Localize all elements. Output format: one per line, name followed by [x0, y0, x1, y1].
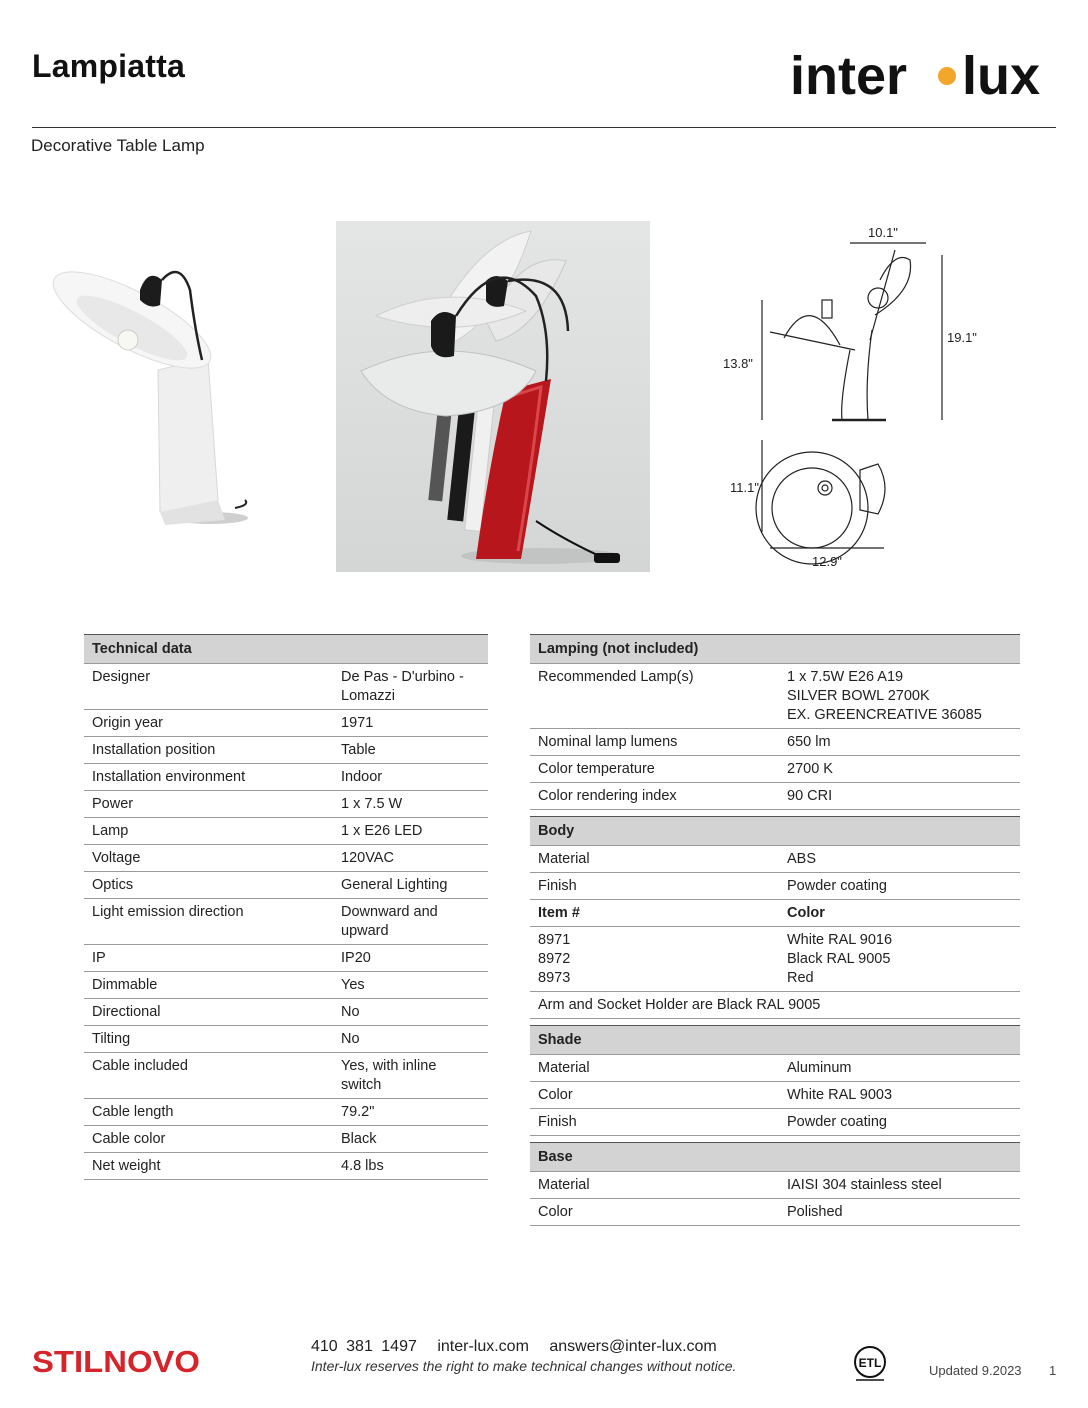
table-row	[530, 1199, 1020, 1226]
row-key: Directional	[84, 999, 333, 1026]
table-row	[84, 845, 488, 872]
row-value: Indoor	[333, 764, 488, 791]
item-number: 8971	[538, 932, 571, 948]
page-number: 1	[1049, 1363, 1057, 1378]
item-number: 8973	[538, 970, 571, 986]
row-value: Powder coating	[779, 873, 1020, 900]
dimension-drawing	[700, 220, 1000, 580]
row-key: Color	[530, 1199, 779, 1226]
logo-dot	[938, 67, 956, 85]
table-row	[530, 1082, 1020, 1109]
row-key: IP	[84, 945, 333, 972]
cert-text: ETL	[858, 1356, 882, 1370]
table-row	[84, 664, 488, 710]
row-value: Table	[333, 737, 488, 764]
row-key: Cable color	[84, 1126, 333, 1153]
row-key: Material	[530, 846, 779, 873]
table-header	[84, 635, 488, 664]
table-row	[84, 972, 488, 999]
etl-certification-icon	[848, 1344, 892, 1384]
email-link[interactable]: answers@inter-lux.com	[549, 1338, 717, 1355]
row-key: Nominal lamp lumens	[530, 729, 779, 756]
technical-data-table	[84, 634, 488, 1180]
item-numbers	[530, 927, 779, 992]
logo-text-left: inter	[790, 46, 908, 106]
table-row	[84, 945, 488, 972]
table-row	[530, 1055, 1020, 1082]
interlux-logo	[790, 40, 1056, 106]
table-row	[530, 927, 1020, 992]
color-column-header: Color	[779, 900, 1020, 927]
row-value: 1971	[333, 710, 488, 737]
table-row	[530, 1172, 1020, 1199]
table-row	[84, 710, 488, 737]
product-photo-lamp-lineup	[336, 221, 650, 572]
dim-width-top: 10.1"	[868, 225, 898, 240]
row-value: 79.2"	[333, 1099, 488, 1126]
row-key: Color temperature	[530, 756, 779, 783]
row-key: Light emission direction	[84, 899, 333, 945]
dim-height-left: 13.8"	[723, 356, 753, 371]
row-value: Yes	[333, 972, 488, 999]
row-key: Installation environment	[84, 764, 333, 791]
row-key: Installation position	[84, 737, 333, 764]
rec-lamp-line: SILVER BOWL 2700K	[787, 688, 930, 704]
item-colors	[779, 927, 1020, 992]
lamping-body-table	[530, 634, 1020, 1226]
row-key: Origin year	[84, 710, 333, 737]
row-value: 4.8 lbs	[333, 1153, 488, 1180]
table-header	[530, 635, 1020, 664]
dim-base-width: 12.9"	[812, 554, 842, 569]
body-note: Arm and Socket Holder are Black RAL 9005	[530, 992, 1020, 1019]
technical-data-heading: Technical data	[84, 635, 488, 664]
item-color: White RAL 9016	[787, 932, 893, 948]
contact-line	[311, 1338, 729, 1356]
row-value: ABS	[779, 846, 1020, 873]
table-row	[530, 729, 1020, 756]
row-key: Material	[530, 1055, 779, 1082]
row-value: Black	[333, 1126, 488, 1153]
dim-base-depth: 11.1"	[730, 480, 759, 495]
row-key: Optics	[84, 872, 333, 899]
row-key: Voltage	[84, 845, 333, 872]
row-value: Aluminum	[779, 1055, 1020, 1082]
rec-lamp-line: 1 x 7.5W E26 A19	[787, 669, 904, 685]
table-row	[530, 783, 1020, 810]
row-key: Net weight	[84, 1153, 333, 1180]
table-row	[84, 818, 488, 845]
row-key: Recommended Lamp(s)	[530, 664, 779, 729]
base-heading: Base	[530, 1143, 1020, 1172]
stilnovo-logo	[32, 1340, 204, 1380]
table-row	[530, 756, 1020, 783]
item-number: 8972	[538, 951, 571, 967]
row-key: Dimmable	[84, 972, 333, 999]
row-value: IP20	[333, 945, 488, 972]
row-key: Color rendering index	[530, 783, 779, 810]
table-row	[530, 873, 1020, 900]
row-value: General Lighting	[333, 872, 488, 899]
row-value: 1 x 7.5 W	[333, 791, 488, 818]
row-key: Lamp	[84, 818, 333, 845]
table-row	[84, 764, 488, 791]
row-value: 2700 K	[779, 756, 1020, 783]
table-row	[84, 872, 488, 899]
product-subtitle: Decorative Table Lamp	[31, 136, 205, 155]
row-key: Cable included	[84, 1053, 333, 1099]
row-value: White RAL 9003	[779, 1082, 1020, 1109]
row-key: Finish	[530, 1109, 779, 1136]
row-value: 650 lm	[779, 729, 1020, 756]
table-row	[84, 1026, 488, 1053]
rec-lamp-line: EX. GREENCREATIVE 36085	[787, 707, 982, 723]
dim-height-right: 19.1"	[947, 330, 977, 345]
row-key: Finish	[530, 873, 779, 900]
updated-date: Updated 9.2023	[929, 1363, 1022, 1378]
row-value: 90 CRI	[779, 783, 1020, 810]
table-row	[530, 1109, 1020, 1136]
logo-text-right: lux	[962, 46, 1041, 106]
row-value: Polished	[779, 1199, 1020, 1226]
row-key: Designer	[84, 664, 333, 710]
row-value: Powder coating	[779, 1109, 1020, 1136]
table-row	[84, 1099, 488, 1126]
body-heading: Body	[530, 817, 1020, 846]
website-link[interactable]: inter-lux.com	[437, 1338, 529, 1355]
table-row	[84, 899, 488, 945]
row-key: Color	[530, 1082, 779, 1109]
disclaimer: Inter-lux reserves the right to make technical changes without notice.	[311, 1358, 737, 1374]
row-value: 120VAC	[333, 845, 488, 872]
row-value: De Pas - D'urbino - Lomazzi	[333, 664, 488, 710]
table-header	[530, 817, 1020, 846]
row-value: IAISI 304 stainless steel	[779, 1172, 1020, 1199]
lamping-heading: Lamping (not included)	[530, 635, 1020, 664]
row-value: No	[333, 999, 488, 1026]
table-row	[530, 664, 1020, 729]
row-key: Power	[84, 791, 333, 818]
row-value: No	[333, 1026, 488, 1053]
table-row	[84, 1053, 488, 1099]
row-key: Cable length	[84, 1099, 333, 1126]
shade-heading: Shade	[530, 1026, 1020, 1055]
table-row	[84, 1126, 488, 1153]
row-key: Material	[530, 1172, 779, 1199]
item-column-header: Item #	[530, 900, 779, 927]
table-row	[530, 846, 1020, 873]
table-header	[530, 1026, 1020, 1055]
row-value: Downward and upward	[333, 899, 488, 945]
table-row	[530, 900, 1020, 927]
table-row	[84, 1153, 488, 1180]
table-row	[84, 791, 488, 818]
row-key: Tilting	[84, 1026, 333, 1053]
table-row	[84, 737, 488, 764]
page-title: Lampiatta	[32, 48, 185, 84]
row-value	[779, 664, 1020, 729]
table-row	[84, 999, 488, 1026]
header-divider	[32, 127, 1056, 128]
row-value: 1 x E26 LED	[333, 818, 488, 845]
phone-number[interactable]: 410 381 1497	[311, 1338, 417, 1355]
row-value: Yes, with inline switch	[333, 1053, 488, 1099]
item-color: Red	[787, 970, 814, 986]
product-photo-white-lamp	[40, 250, 260, 540]
table-header	[530, 1143, 1020, 1172]
table-row	[530, 992, 1020, 1019]
item-color: Black RAL 9005	[787, 951, 891, 967]
brand-text: STILNOVO	[32, 1344, 201, 1379]
